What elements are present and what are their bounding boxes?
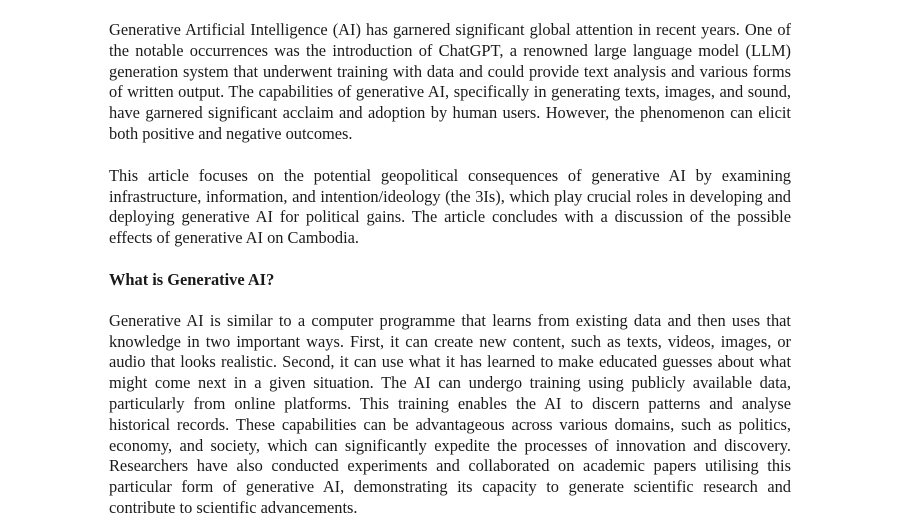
scope-paragraph: This article focuses on the potential geopolitical consequences of generative AI by examining infrastructure, information, and intention/ideology (the 3Is), which play crucial roles in developing and deploying generative AI for political gains. The article concludes with a discussion of the possible effects of generative AI on Cambodia. bbox=[109, 165, 791, 248]
section-heading: What is Generative AI? bbox=[109, 269, 275, 289]
intro-paragraph: Generative Artificial Intelligence (AI) has garnered significant global attention in recent years. One of the notable occurrences was the introduction of ChatGPT, a renowned large language model (LLM) generation system that underwent training with data and could provide text analysis and various forms of written output. The capabilities of generative AI, specifically in generating texts, images, and sound, have garnered significant acclaim and adoption by human users. However, the phenomenon can elicit both positive and negative outcomes. bbox=[109, 20, 791, 143]
document-body bbox=[109, 20, 791, 519]
definition-paragraph: Generative AI is similar to a computer programme that learns from existing data and then uses that knowledge in two important ways. First, it can create new content, such as texts, videos, images, or audio that looks realistic. Second, it can use what it has learned to make educated guesses about what might come next in a given situation. The AI can undergo training using publicly available data, particularly from online platforms. This training enables the AI to discern patterns and analyse historical records. These capabilities can be advantageous across various domains, such as politics, economy, and society, which can significantly expedite the processes of innovation and discovery. Researchers have also conducted experiments and collaborated on academic papers utilising this particular form of generative AI, demonstrating its capacity to generate scientific research and contribute to scientific advancements. bbox=[109, 310, 791, 517]
